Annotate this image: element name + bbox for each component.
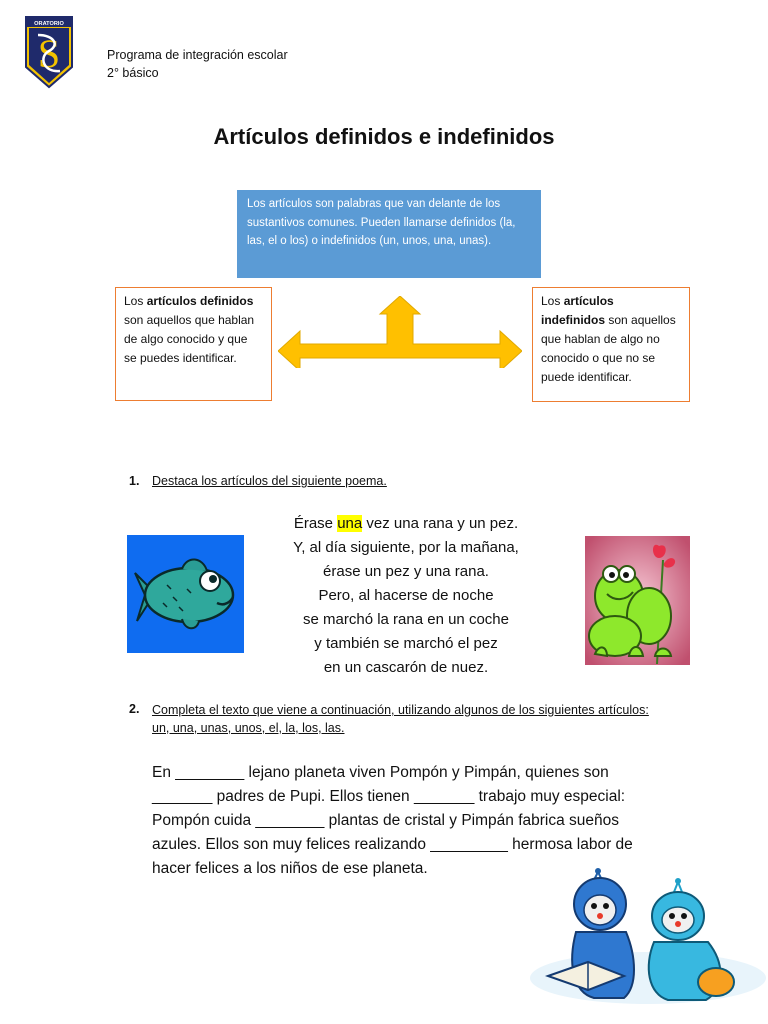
robots-image [528,866,768,1006]
poem-line: y también se marchó el pez [314,635,498,652]
question-2-number: 2. [129,702,140,716]
question-1-number: 1. [129,474,140,488]
highlighted-article: una [337,515,363,532]
indefinite-explanation: son aquellos que hablan de algo no conocido o que no se puede identificar. [541,313,676,384]
poem-line: érase un pez y una rana. [323,563,489,580]
frog-image [585,536,690,665]
program-name: Programa de integración escolar [107,48,288,62]
poem-line-end: vez una rana y un pez. [362,515,519,532]
svg-text:S: S [37,31,61,76]
logo-text: ORATORIO [34,21,64,27]
definition-box: Los artículos son palabras que van delante de los sustantivos comunes. Pueden llamarse definidos (la, las, el o los) o indefinidos (un, unos, una, unas). [237,190,541,278]
poem [256,512,556,680]
question-1-text: Destaca los artículos del siguiente poema. [152,474,387,488]
poem-line [256,512,556,536]
question-2-text: Completa el texto que viene a continuación, utilizando algunos de los siguientes artículos: un, una, unas, unos, el, la, los, las. [152,703,649,735]
page-title: Artículos definidos e indefinidos [213,124,555,149]
definite-articles-box [115,287,272,401]
poem-line: en un cascarón de nuez. [323,659,489,676]
poem-line-start: Érase [293,515,338,532]
school-header [107,47,288,82]
poem-line: Y, al día siguiente, por la mañana, [293,539,519,556]
three-way-arrow-icon [278,296,522,368]
indefinite-prefix: Los [541,294,564,308]
poem-line: Pero, al hacerse de noche [318,587,494,604]
grade-label: 2° básico [107,65,159,80]
definite-prefix: Los [124,294,147,308]
fill-in-text: En ________ lejano planeta viven Pompón y Pimpán, quienes son _______ padres de Pupi. Ellos tienen _______ trabajo muy especial: Pompón cuida ________ plantas de cristal y Pimpán fabrica sueños azules. Ellos son muy felices realizando _________ hermosa labor de hacer felices a los niños de ese planeta. [152,764,633,877]
school-logo [24,15,74,89]
fish-image [127,535,244,653]
definite-term: artículos definidos [146,294,254,308]
poem-line: se marchó la rana en un coche [303,611,509,628]
indefinite-term: artículos indefinidos [541,294,614,327]
definite-explanation: son aquellos que hablan de algo conocido y que se puedes identificar. [124,313,255,365]
indefinite-articles-box [532,287,690,402]
